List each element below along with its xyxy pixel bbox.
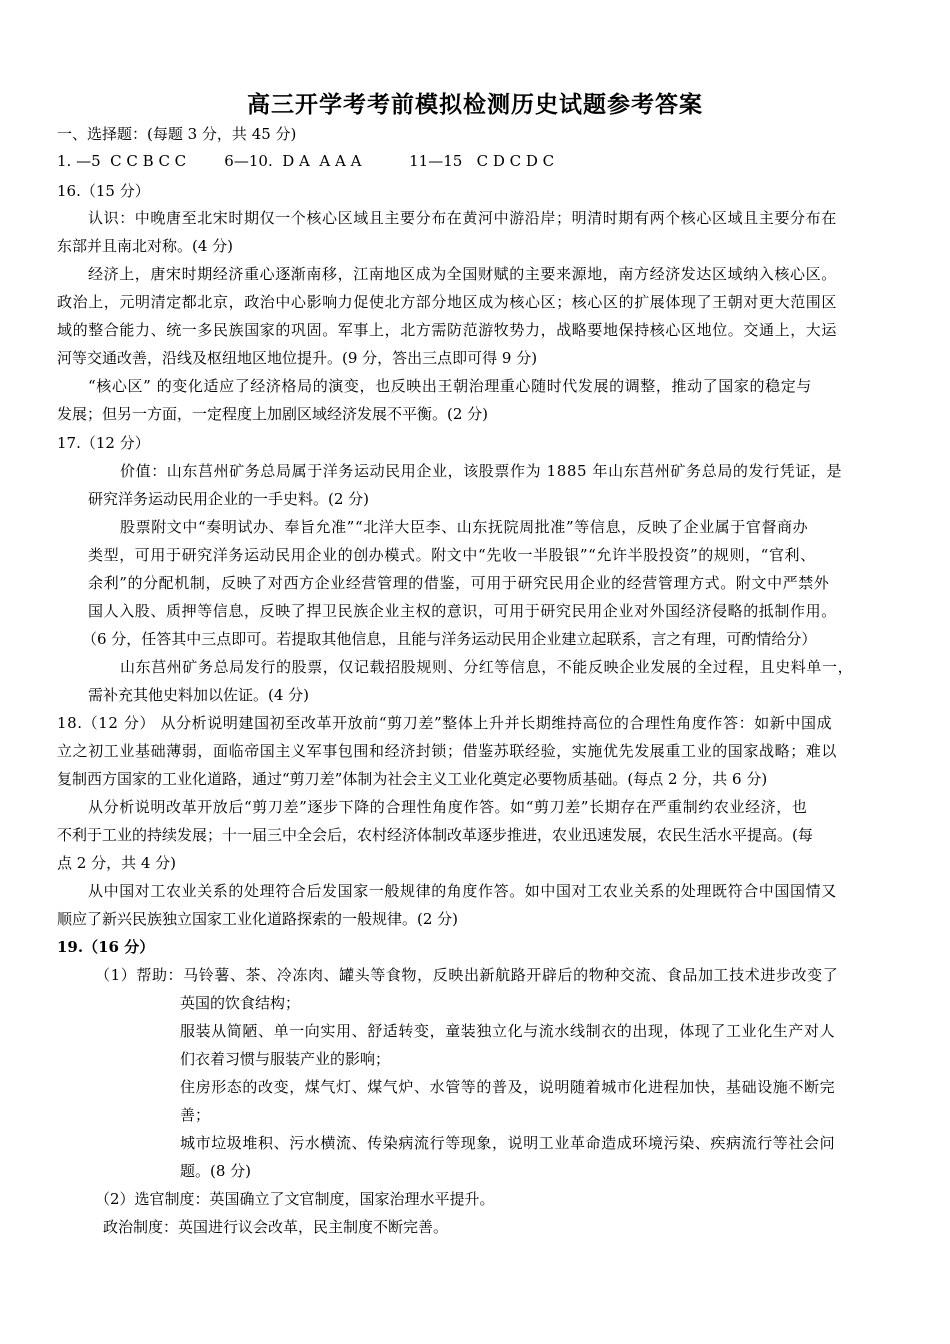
q19-line: 善；: [180, 1106, 211, 1124]
mc-heading: 一、选择题：(每题 3 分，共 45 分): [57, 125, 297, 143]
q18-line: 顺应了新兴民族独立国家工业化道路探索的一般规律。(2 分): [57, 910, 459, 928]
q19-line: 住房形态的改变，煤气灯、煤气炉、水管等的普及，说明随着城市化进程加快，基础设施不断完: [180, 1078, 836, 1096]
q16-line: “核心区” 的变化适应了经济格局的演变，也反映出王朝治理重心随时代发展的调整，推动了国家的稳定与: [88, 377, 812, 395]
page-title: 高三开学考考前模拟检测历史试题参考答案: [247, 91, 703, 118]
q17-line: 研究洋务运动民用企业的一手史料。(2 分): [88, 490, 370, 508]
q19-line: 题。(8 分): [180, 1162, 252, 1180]
q18-line: 不利于工业的持续发展；十一届三中全会后，农村经济体制改革逐步推进，农业迅速发展，农民生活水平提高。(每: [57, 826, 813, 844]
q19-line: 城市垃圾堆积、污水横流、传染病流行等现象，说明工业革命造成环境污染、疾病流行等社会问: [180, 1134, 836, 1152]
mc-answers: 1. —5 C C B C C 6—10. D A A A A 11—15 C D C D C: [57, 152, 555, 170]
q17-line: 股票附文中“奏明试办、奉旨允准”“北洋大臣李、山东抚院周批准”等信息，反映了企业属于官督商办: [120, 518, 809, 536]
q16-line: 政治上，元明清定都北京，政治中心影响力促使北方部分地区成为核心区；核心区的扩展体现了王朝对更大范围区: [57, 293, 838, 311]
q16-heading: 16.（15 分）: [57, 182, 150, 200]
q19-line: （1）帮助：马铃薯、茶、冷冻肉、罐头等食物，反映出新航路开辟后的物种交流、食品加工技术进步改变了: [95, 966, 839, 984]
q16-line: 域的整合能力、统一多民族国家的巩固。军事上，北方需防范游牧势力，战略要地保持核心区地位。交通上，大运: [57, 321, 838, 339]
q17-heading: 17.（12 分）: [57, 434, 150, 452]
q16-line: 河等交通改善，沿线及枢纽地区地位提升。(9 分，答出三点即可得 9 分): [57, 349, 538, 367]
q19-line: 英国的饮食结构；: [180, 994, 301, 1012]
q18-line: 从分析说明改革开放后“剪刀差”逐步下降的合理性角度作答。如“剪刀差”长期存在严重制约农业经济，也: [88, 798, 808, 816]
q16-line: 东部并且南北对称。(4 分): [57, 237, 234, 255]
q19-line: 们衣着习惯与服装产业的影响；: [180, 1050, 391, 1068]
q18-line: 18.（12 分） 从分析说明建国初至改革开放前“剪刀差”整体上升并长期维持高位的合理性角度作答：如新中国成: [57, 714, 833, 732]
q16-line: 发展；但另一方面，一定程度上加剧区域经济发展不平衡。(2 分): [57, 405, 489, 423]
q17-line: （6 分，任答其中三点即可。若提取其他信息，且能与洋务运动民用企业建立起联系，言之有理，可酌情给分）: [82, 630, 817, 648]
q18-line: 从中国对工农业关系的处理符合后发国家一般规律的角度作答。如中国对工农业关系的处理既符合中国国情又: [88, 882, 837, 900]
q17-line: 需补充其他史料加以佐证。(4 分): [88, 686, 310, 704]
q16-line: 经济上，唐宋时期经济重心逐渐南移，江南地区成为全国财赋的主要来源地，南方经济发达区域纳入核心区。: [88, 265, 837, 283]
q18-line: 点 2 分，共 4 分): [57, 854, 177, 872]
q17-line: 类型，可用于研究洋务运动民用企业的创办模式。附文中“先收一半股银”“允许半股投资”的规则，“官利、: [88, 546, 816, 564]
q19-line: （2）选官制度：英国确立了文官制度，国家治理水平提升。: [95, 1190, 495, 1208]
q19-line: 政治制度：英国进行议会改革，民主制度不断完善。: [103, 1218, 449, 1236]
q16-line: 认识：中晚唐至北宋时期仅一个核心区域且主要分布在黄河中游沿岸；明清时期有两个核心区域且主要分布在: [88, 209, 837, 227]
q18-line: 复制西方国家的工业化道路，通过“剪刀差”体制为社会主义工业化奠定必要物质基础。(每点 2 分，共 6 分): [57, 770, 768, 788]
q17-line: 山东莒州矿务总局发行的股票，仅记载招股规则、分红等信息，不能反映企业发展的全过程，且史料单一，: [120, 658, 854, 676]
q17-line: 价值：山东莒州矿务总局属于洋务运动民用企业，该股票作为 1885 年山东莒州矿务总局的发行凭证，是: [120, 462, 843, 480]
q19-heading: 19.（16 分）: [57, 938, 155, 956]
q19-line: 服装从简陋、单一向实用、舒适转变，童装独立化与流水线制衣的出现，体现了工业化生产对人: [180, 1022, 836, 1040]
q17-line: 国人入股、质押等信息，反映了捍卫民族企业主权的意识，可用于研究民用企业对外国经济侵略的抵制作用。: [88, 602, 837, 620]
q17-line: 余利”的分配机制，反映了对西方企业经营管理的借鉴，可用于研究民用企业的经营管理方式。附文中严禁外: [88, 574, 830, 592]
q18-line: 立之初工业基础薄弱，面临帝国主义军事包围和经济封锁；借鉴苏联经验，实施优先发展重工业的国家战略；难以: [57, 742, 838, 760]
